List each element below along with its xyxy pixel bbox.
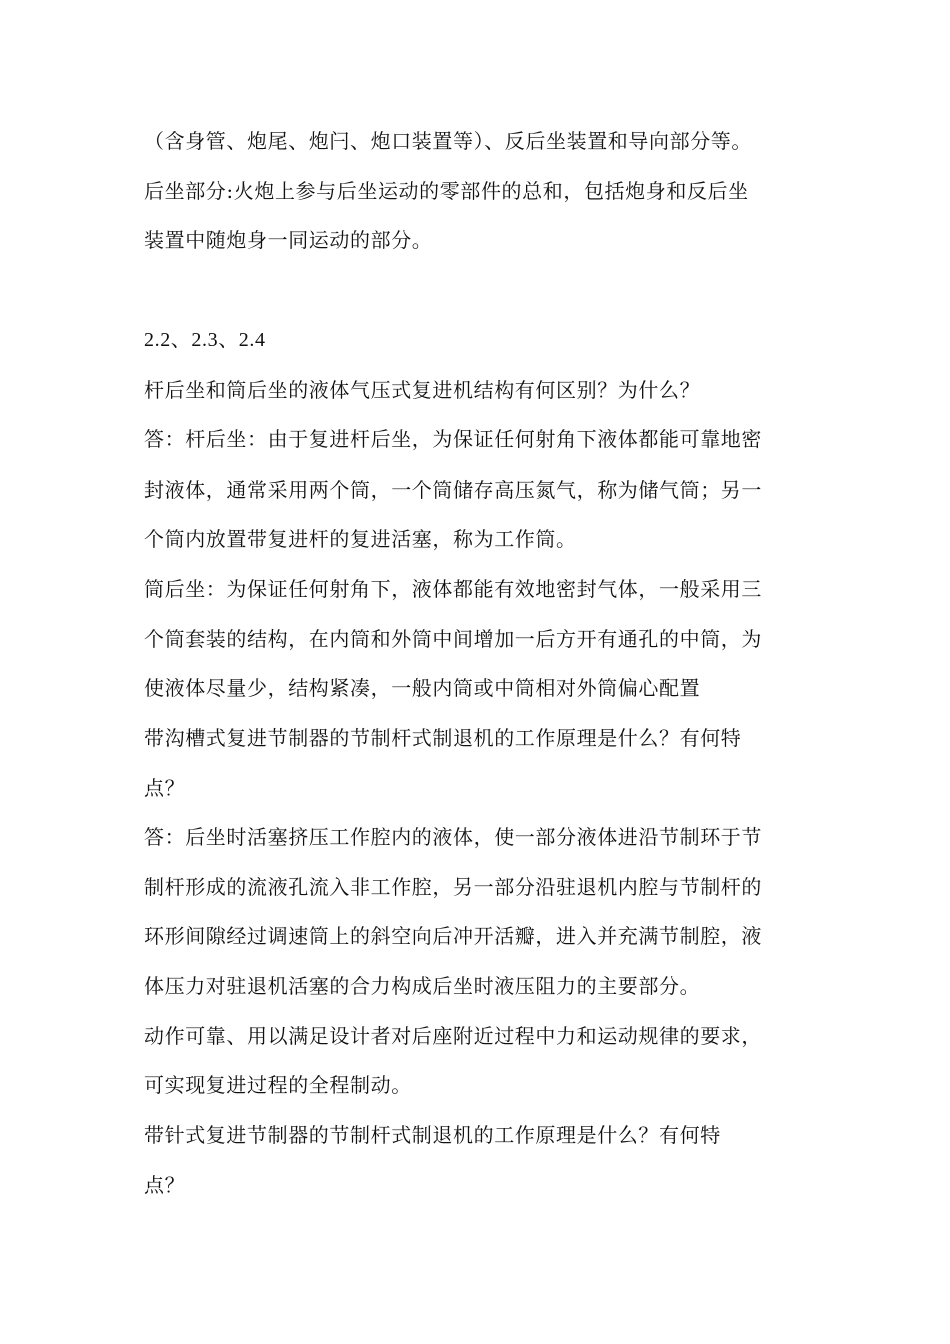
answer-line: 体压力对驻退机活塞的合力构成后坐时液压阻力的主要部分。: [144, 974, 701, 998]
question-line: 带沟槽式复进节制器的节制杆式制退机的工作原理是什么？有何特: [144, 726, 742, 750]
question-line: 杆后坐和筒后坐的液体气压式复进机结构有何区别？为什么？: [144, 378, 701, 402]
answer-line: 个筒套装的结构，在内筒和外筒中间增加一后方开有通孔的中筒，为: [144, 627, 762, 651]
paragraph-line: 装置中随炮身一同运动的部分。: [144, 228, 433, 252]
answer-line: 筒后坐：为保证任何射角下，液体都能有效地密封气体，一般采用三: [144, 577, 762, 601]
section-heading: 2.2、2.3、2.4: [144, 329, 266, 351]
answer-line: 个筒内放置带复进杆的复进活塞，称为工作筒。: [144, 527, 577, 551]
answer-line: 答：杆后坐：由于复进杆后坐，为保证任何射角下液体都能可靠地密: [144, 427, 762, 451]
answer-line: 使液体尽量少，结构紧凑，一般内筒或中筒相对外筒偏心配置: [144, 676, 701, 700]
answer-line: 答：后坐时活塞挤压工作腔内的液体，使一部分液体进沿节制环于节: [144, 825, 762, 849]
answer-line: 动作可靠、用以满足设计者对后座附近过程中力和运动规律的要求，: [144, 1024, 762, 1048]
question-line: 点？: [144, 1173, 186, 1197]
question-line: 带针式复进节制器的节制杆式制退机的工作原理是什么？有何特: [144, 1123, 721, 1147]
answer-line: 制杆形成的流液孔流入非工作腔，另一部分沿驻退机内腔与节制杆的: [144, 875, 762, 899]
paragraph-line: 后坐部分:火炮上参与后坐运动的零部件的总和，包括炮身和反后坐: [144, 179, 749, 203]
question-line: 点？: [144, 776, 186, 800]
answer-line: 环形间隙经过调速筒上的斜空向后冲开活瓣，进入并充满节制腔，液: [144, 924, 762, 948]
paragraph-line: （含身管、炮尾、炮闩、炮口装置等）、反后坐装置和导向部分等。: [144, 129, 752, 153]
answer-line: 可实现复进过程的全程制动。: [144, 1073, 412, 1097]
answer-line: 封液体，通常采用两个筒，一个筒储存高压氮气，称为储气筒；另一: [144, 478, 762, 502]
